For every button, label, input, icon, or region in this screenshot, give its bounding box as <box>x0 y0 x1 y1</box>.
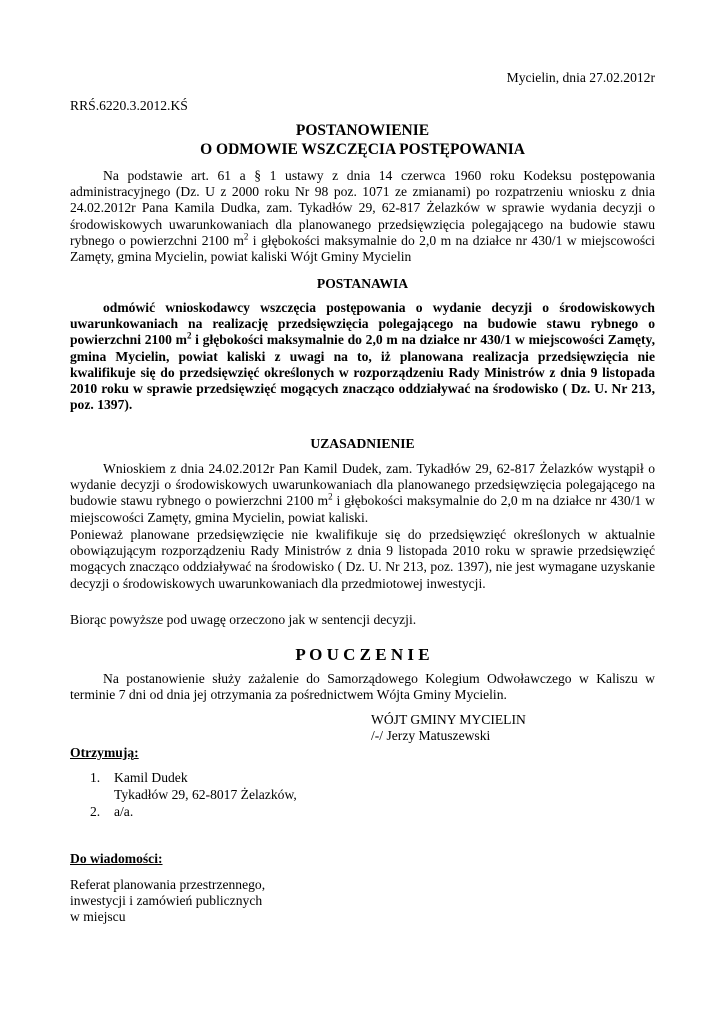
uzasadnienie-p1-text-a: Wnioskiem z dnia 24.02.2012r Pan Kamil Dudek, zam. Tykadłów 29, 62-817 Żelazków wystąpił o wydanie decyzji o środowiskowych uwarunkowaniach dla planowanego przedsięwzięcia polegającego na budowie stawu rybnego o powierzchni 2100 m <box>70 461 655 509</box>
postanawia-text-a: odmówić wnioskodawcy wszczęcia postępowania o wydanie decyzji o środowiskowych uwarunkowaniach na realizację przedsięwzięcia polegającego na budowie stawu rybnego o powierzchni 2100 m <box>70 300 655 348</box>
recipient-name: Kamil Dudek <box>114 770 188 785</box>
otrzymuja-heading: Otrzymują: <box>70 745 139 760</box>
intro-text-a: Na podstawie art. 61 a § 1 ustawy z dnia 14 czerwca 1960 roku Kodeksu postępowania administracyjnego (Dz. U z 2000 roku Nr 98 poz. 1071 ze zmianami) po rozpatrzeniu wniosku z dnia 24.02.2012r Pana Kamila Dudka, zam. Tykadłów 29, 62-817 Żelazków w sprawie wydania decyzji o środowiskowych uwarunkowaniach dla planowanego przedsięwzięcia polegającego na budowie stawu rybnego o powierzchni 2100 m <box>70 168 655 248</box>
uzasadnienie-p1-sup: 2 <box>328 491 333 502</box>
do-wiadomosci-list <box>70 877 265 926</box>
recipient-name: a/a. <box>114 804 134 819</box>
title-line-1: POSTANOWIENIE <box>295 122 430 139</box>
uzasadnienie-paragraph-3: Biorąc powyższe pod uwagę orzeczono jak w sentencji decyzji. <box>70 612 417 627</box>
place-date: Mycielin, dnia 27.02.2012r <box>506 70 655 85</box>
postanawia-sup: 2 <box>186 330 192 341</box>
reference-number: RRŚ.6220.3.2012.KŚ <box>70 98 188 113</box>
signature-title: WÓJT GMINY MYCIELIN <box>371 712 526 727</box>
signature-block <box>371 712 526 744</box>
recipient-address: Tykadłów 29, 62-8017 Żelazków, <box>114 787 297 802</box>
recipient-number: 2. <box>90 804 101 819</box>
do-wiadomosci-heading: Do wiadomości: <box>70 851 163 866</box>
postanawia-heading: POSTANAWIA <box>316 276 409 291</box>
uzasadnienie-paragraph-1 <box>70 461 655 526</box>
intro-paragraph <box>70 168 655 265</box>
recipient-number: 1. <box>90 770 101 785</box>
uzasadnienie-heading: UZASADNIENIE <box>310 436 415 451</box>
do-wiadomosci-line: w miejscu <box>70 909 126 925</box>
title-line-2: O ODMOWIE WSZCZĘCIA POSTĘPOWANIA <box>200 141 525 158</box>
signature-name: /-/ Jerzy Matuszewski <box>371 728 491 744</box>
document-title <box>70 121 655 159</box>
postanawia-paragraph <box>70 300 655 413</box>
uzasadnienie-paragraph-2: Ponieważ planowane przedsięwzięcie nie kwalifikuje się do przedsięwzięć określonych w aktualnie obowiązującym rozporządzeniu Rady Ministrów z dnia 9 listopada 2010 roku w sprawie przedsięwzięć mogących znacząco oddziaływać na środowisko ( Dz. U. Nr 213, poz. 1397), nie jest wymagane uzyskanie decyzji o środowiskowych uwarunkowaniach dla przedmiotowej inwestycji. <box>70 527 655 591</box>
do-wiadomosci-line: Referat planowania przestrzennego, <box>70 877 266 892</box>
intro-text-b: i głębokości maksymalnie do 2,0 m na działce nr 430/1 w miejscowości Zamęty, gmina Mycielin, powiat kaliski Wójt Gminy Mycielin <box>70 232 655 265</box>
do-wiadomosci-line: inwestycji i zamówień publicznych <box>70 893 263 909</box>
pouczenie-paragraph: Na postanowienie służy zażalenie do Samorządowego Kolegium Odwoławczego w Kaliszu w terminie 7 dni od dnia jej otrzymania za pośrednictwem Wójta Gminy Mycielin. <box>70 671 655 703</box>
uzasadnienie-p1-text-b: i głębokości maksymalnie do 2,0 m na działce nr 430/1 w miejscowości Zamęty, gmina Mycielin, powiat kaliski. <box>70 493 655 525</box>
postanawia-text-b: i głębokości maksymalnie do 2,0 m na działce nr 430/1 w miejscowości Zamęty, gmina Mycielin, powiat kaliski z uwagi na to, iż planowana realizacja przedsięwzięcia nie kwalifikuje się do przedsięwzięć określonych w rozporządzeniu Rady Ministrów z dnia 9 listopada 2010 roku w sprawie przedsięwzięć mogących znacząco oddziaływać na środowisko ( Dz. U. Nr 213, poz. 1397). <box>70 332 655 413</box>
intro-sup: 2 <box>243 231 249 242</box>
pouczenie-heading: P O U C Z E N I E <box>295 645 430 664</box>
